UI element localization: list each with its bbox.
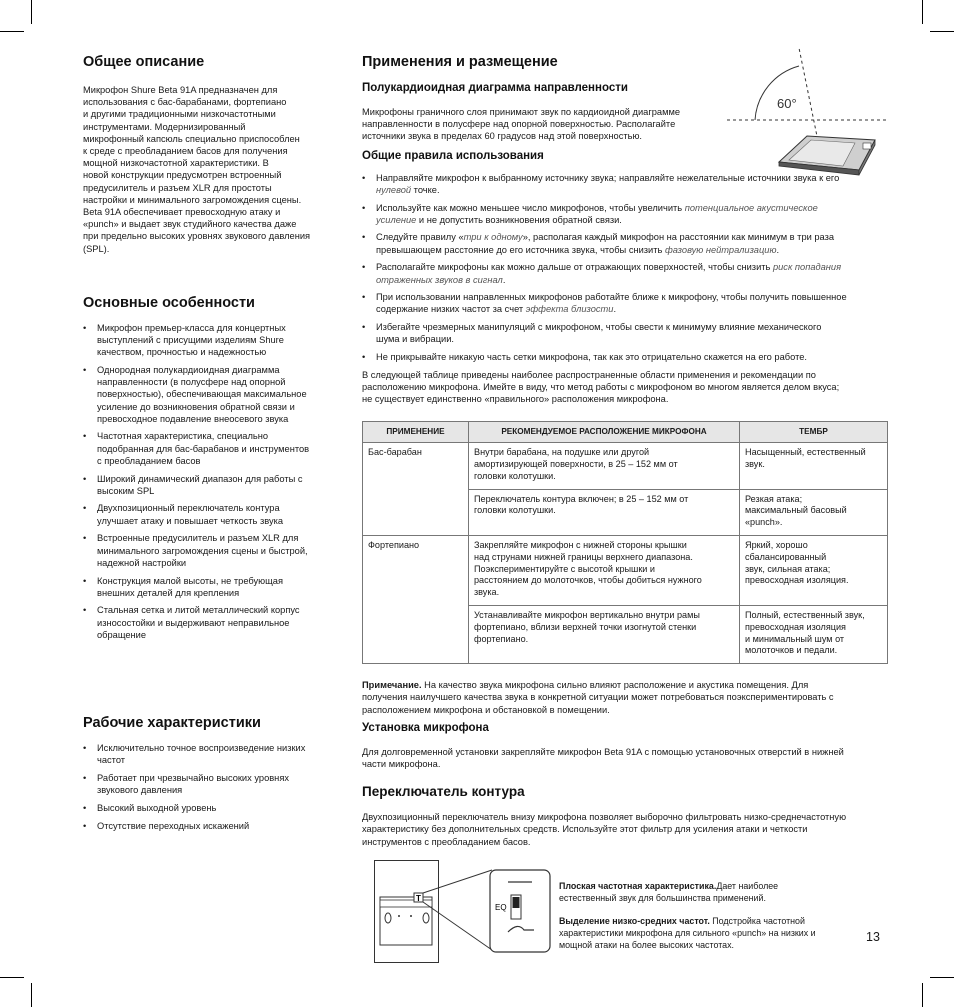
eq-label: EQ [495,902,507,912]
list-item [83,502,341,526]
list-item [362,172,892,196]
flat-response-text: Дает наиболее [716,880,779,891]
text-segment: Направляйте микрофон к выбранному источнику звука; направляйте нежелательные источники звука к его [376,172,840,183]
text-segment: и не допустить возникновения обратной связи. [416,214,622,225]
text-line: головки колотушки. [474,470,556,481]
list-item [83,532,341,569]
low-mid-cut-label: Выделение низко-средних частот. [559,915,710,926]
text-segment: . [776,244,780,255]
list-item [83,473,341,497]
applications-table [362,421,888,664]
list-item [83,604,341,641]
general-description-section [83,54,341,255]
text-line: направленности (в полусфере над опорной [97,377,286,388]
text-line: амортизирующей поверхности, в 25 – 152 мм от [474,458,678,469]
text-line: Насыщенный, естественный [745,447,866,458]
text-line: фортепиано, вблизи верхней точки изогнутой стенки [474,621,697,632]
list-item [83,772,341,796]
angle-line [799,48,819,146]
features-title: Основные особенности [83,294,255,311]
text-line: высоким SPL [97,485,155,496]
text-line: Внутри барабана, на подушке или другой [474,447,650,458]
text-segment: При использовании направленных микрофонов работайте ближе к микрофону, чтобы получить повышенное [376,292,847,303]
text-line: Полный, естественный звук, [745,609,865,620]
crop-mark [31,0,32,24]
text-line: естественный звук для большинства применений. [559,892,766,903]
text-line: качеством, прочностью и надежностью [97,347,267,358]
text-line: Поэкспериментируйте с высотой крышки и [474,563,655,574]
text-line: направленности в полусфере над опорной поверхностью. Располагайте [362,119,676,130]
list-item [362,351,892,363]
placement-cell [469,489,740,535]
installation-text [362,746,892,770]
text-line: мощной атаки на более высоких частотах. [559,939,735,950]
text-segment: содержание низких частот за счет [376,304,526,315]
text-line: молоточков и педали. [745,645,838,656]
italic-term: три к одному [463,232,523,243]
table-body [363,443,888,664]
text-line: Высокий выходной уровень [97,802,217,813]
switch-marker-label: T [416,893,421,903]
text-line: Микрофон Shure Beta 91A предназначен для [83,85,278,95]
crop-mark [922,983,923,1007]
usage-rules-list [362,172,892,364]
text-line: инструментами. Модернизированный [83,121,246,132]
low-mid-cut-text-rest [559,928,816,950]
usage-rules-title: Общие правила использования [362,149,544,162]
text-line: Отсутствие переходных искажений [97,820,250,831]
placement-cell [469,535,740,605]
text-line: Стальная сетка и литой металлический корпус [97,605,300,616]
flat-response-label: Плоская частотная характеристика. [559,880,717,891]
note-label: Примечание. [362,680,422,691]
text-line: Работает при чрезвычайно высоких уровнях [97,772,289,783]
text-line: частот [97,755,126,766]
text-line: Широкий динамический диапазон для работы с [97,473,303,484]
table-intro-text [362,369,892,406]
performance-section [83,715,341,832]
text-line: Двухпозиционный переключатель внизу микрофона позволяет выборочно фильтровать низко-среднечастотную [362,812,847,823]
text-segment: Следуйте правилу « [376,232,464,243]
text-line: Исключительно точное воспроизведение низких [97,743,306,754]
polar-pattern-section [362,82,892,143]
text-line: расположению микрофона. Имейте в виду, что метод работы с микрофоном во многом является делом вкуса; [362,381,840,392]
text-line: сбалансированный [745,551,827,562]
text-line: расстоянием до молоточков, чтобы добиться нужного [474,575,702,586]
text-line: источники звука в пределах 60 градусов над этой поверхностью. [362,131,643,142]
italic-term: фазовую нейтрализацию [664,244,777,255]
text-line: Микрофоны граничного слоя принимают звук по кардиоидной диаграмме [362,107,681,117]
text-segment: точке. [411,184,440,195]
crop-mark [922,0,923,24]
left-column [83,54,341,837]
table-header-row [363,422,888,443]
text-line: Двухпозиционный переключатель контура [97,503,280,514]
flat-response-option [559,880,859,904]
text-line: Яркий, хорошо [745,539,808,550]
crop-mark [930,31,954,32]
text-line: поверхностью), обеспечивающая максимальное [97,389,307,400]
polar-pattern-title: Полукардиоидная диаграмма направленности [362,82,628,94]
text-segment: Располагайте микрофоны как можно дальше от отражающих поверхностей, чтобы снизить [376,262,773,273]
contour-switch-section [362,784,892,964]
italic-term: потенциальное акустическое [684,202,818,213]
text-line: характеристику без дополнительных средств. Используйте этот фильтр для усиления атаки и четкости [362,824,808,835]
list-item [83,430,341,467]
note-text-first: На качество звука микрофона сильно влияют расположение и акустика помещения. Для [421,680,809,691]
italic-term: усиление [376,214,417,225]
text-line: минимального загромождения сцены и быстрой, [97,545,308,556]
text-line: звука. [474,587,500,598]
list-item [362,261,892,285]
italic-term: эффекта близости [525,304,614,315]
installation-section [362,722,892,770]
text-line: Конструкция малой высоты, не требующая [97,575,284,586]
text-segment: Используйте как можно меньшее число микрофонов, чтобы увеличить [376,202,685,213]
table-row [363,535,888,605]
crop-mark [930,977,954,978]
italic-term: риск попадания [772,262,842,273]
text-line: Закрепляйте микрофон с нижней стороны крышки [474,539,687,550]
contour-switch-text [362,811,892,848]
polar-pattern-illustration [727,48,897,178]
tone-cell [740,489,888,535]
text-line: Частотная характеристика, специально [97,431,269,442]
text-line: расположением микрофона и обстановкой в помещении. [362,704,610,715]
eq-switch-knob [513,897,520,908]
text-line: «punch» и выдает звук студийного качества даже [83,219,297,230]
text-segment: . [613,304,617,315]
text-line: микрофонный капсюль специально приспособлен [83,133,300,144]
text-line: головки колотушки. [474,505,556,516]
tone-cell [740,535,888,605]
general-description-text [83,84,341,255]
text-line: внешних деталей для крепления [97,587,240,598]
low-mid-cut-text: Подстройка частотной [709,915,805,926]
features-list [83,322,341,641]
angle-arc [755,66,799,120]
text-line: при предельно высоких уровнях звукового давления [83,231,311,242]
text-segment: шума и вибрации. [376,334,455,345]
tone-cell [740,605,888,663]
contour-switch-title: Переключатель контура [362,784,525,800]
text-line: с преобладанием басов [97,455,201,466]
text-line: Встроенные предусилитель и разъем XLR для [97,533,299,544]
text-line: использования с бас-барабанами, фортепиано [83,97,287,108]
italic-term: отраженных звуков в сигнал [376,274,503,285]
crop-mark [0,31,24,32]
application-cell: Фортепиано [363,535,469,663]
list-item [83,322,341,359]
right-column [362,54,892,964]
list-item [83,742,341,766]
features-section [83,295,341,641]
list-item [362,202,892,226]
text-line: и другими традиционными низкочастотными [83,109,276,120]
text-line: улучшает атаку и повышает четкость звука [97,515,284,526]
table-row [363,443,888,489]
text-line: подобранная для бас-барабанов и инструментов [97,443,310,454]
text-line: выступлений с присущими изделиям Shure [97,335,284,346]
text-line: части микрофона. [362,758,441,769]
text-line: фортепиано. [474,633,529,644]
list-item [362,291,892,315]
text-line: максимальный басовый [745,505,847,516]
microphone-drawing [779,136,875,175]
text-line: предусилитель и разъем XLR для простоты [83,182,272,193]
performance-list [83,742,341,832]
text-line: к среде с преобладанием басов для получения [83,146,288,157]
general-description-title: Общее описание [83,54,205,70]
text-line: звук. [745,458,765,469]
text-line: (SPL). [83,243,110,254]
text-line: звук, сильная атака; [745,563,831,574]
placement-cell [469,605,740,663]
text-line: превосходное подавление внеосевого звука [97,413,289,424]
contour-switch-figure [362,860,892,964]
contour-switch-diagram [374,860,564,964]
angle-label: 60° [777,96,797,111]
header-placement: РЕКОМЕНДУЕМОЕ РАСПОЛОЖЕНИЕ МИКРОФОНА [469,422,740,443]
text-line: звукового давления [97,785,183,796]
application-cell: Бас-барабан [363,443,469,536]
text-line: Переключатель контура включен; в 25 – 152 мм от [474,493,689,504]
crop-mark [0,977,24,978]
note-paragraph [362,679,892,716]
text-line: Устанавливайте микрофон вертикально внутри рамы [474,609,700,620]
text-line: износостойки и выдерживают неправильное [97,617,290,628]
text-segment: Не прикрывайте никакую часть сетки микрофона, так как это отрицательно скажется на его работе. [376,352,807,363]
header-tone: ТЕМБР [740,422,888,443]
text-line: превосходная изоляция. [745,575,849,586]
low-mid-cut-option [559,915,859,951]
text-line: Резкая атака; [745,493,803,504]
list-item [83,575,341,599]
text-line: не существует единственно «правильного» расположения микрофона. [362,394,669,405]
text-line: и минимальный шум от [745,633,845,644]
text-segment: Избегайте чрезмерных манипуляций с микрофоном, чтобы свести к минимуму влияние механического [376,322,822,333]
text-line: новой конструкции предусмотрен встроенный [83,170,282,181]
text-line: превосходная изоляция [745,621,846,632]
text-line: обращение [97,629,147,640]
placement-cell [469,443,740,489]
text-line: «punch». [745,517,783,528]
note-text-rest [362,692,834,714]
text-line: получения наилучшего качества звука в конкретной ситуации может потребоваться поэкспериментировать с [362,692,834,703]
text-line: инструментов с преобладанием басов. [362,836,531,847]
text-line: Микрофон премьер-класса для концертных [97,322,286,333]
list-item [83,364,341,425]
list-item [362,231,892,255]
text-line: Beta 91A обеспечивает превосходную атаку и [83,207,281,218]
text-line: усиление до возникновения обратной связи и [97,401,295,412]
installation-title: Установка микрофона [362,721,489,734]
italic-term: нулевой [376,184,412,195]
contour-options [559,880,859,951]
list-item [362,321,892,345]
text-segment: . [502,274,506,285]
tone-cell [740,443,888,489]
text-line: Для долговременной установки закрепляйте микрофон Beta 91A с помощью установочных отверстий в нижней [362,746,844,757]
applications-title: Применения и размещение [362,54,558,70]
text-line: надежной настройки [97,557,187,568]
text-line: В следующей таблице приведены наиболее распространенные области применения и рекомендации по [362,369,816,380]
text-line: Однородная полукардиоидная диаграмма [97,364,280,375]
header-application: ПРИМЕНЕНИЕ [363,422,469,443]
usage-rules-section [362,150,892,364]
list-item [83,802,341,814]
performance-title: Рабочие характеристики [83,715,261,732]
text-line: над струнами нижней границы верхнего диапазона. [474,551,693,562]
text-line: настройки и минимального загромождения сцены. [83,194,302,205]
text-line: характеристики микрофона для сильного «punch» на низких и [559,927,816,938]
mic-panel [380,900,432,907]
crop-mark [31,983,32,1007]
flat-response-text-rest [559,893,766,903]
list-item [83,820,341,832]
page-number: 13 [866,930,880,944]
text-segment: », располагая каждый микрофон на расстоянии как минимум в три раза [522,232,835,243]
text-line: мощной низкочастотной характеристики. В [83,158,269,169]
text-segment: превышающем расстояние до его источника звука, чтобы снизить [376,244,665,255]
